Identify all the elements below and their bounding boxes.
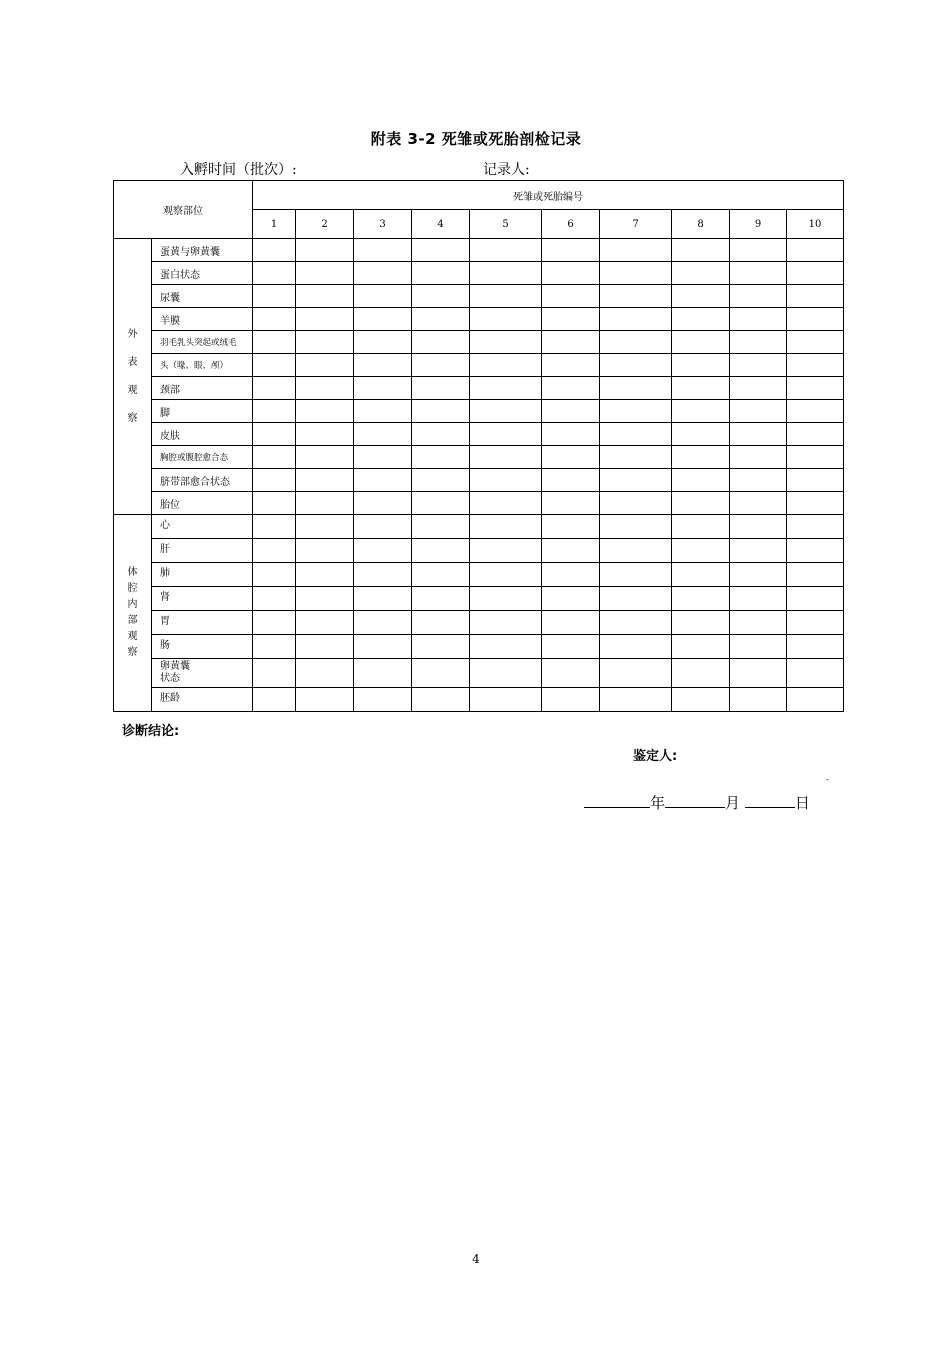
record-cell[interactable] — [412, 563, 470, 587]
table-row — [114, 308, 844, 331]
record-cell[interactable] — [412, 587, 470, 611]
observation-item-label: 头（喙、眼、颅） — [152, 354, 253, 377]
record-cell[interactable] — [730, 659, 787, 688]
record-cell[interactable] — [296, 285, 354, 308]
record-cell[interactable] — [672, 469, 730, 492]
observation-item-label: 心 — [152, 515, 253, 539]
record-cell[interactable] — [470, 400, 542, 423]
record-cell[interactable] — [296, 492, 354, 515]
record-cell[interactable] — [296, 635, 354, 659]
record-cell[interactable] — [542, 515, 600, 539]
record-cell[interactable] — [354, 354, 412, 377]
record-cell[interactable] — [672, 377, 730, 400]
record-cell[interactable] — [296, 446, 354, 469]
record-cell[interactable] — [354, 563, 412, 587]
record-cell[interactable] — [787, 469, 844, 492]
record-cell[interactable] — [296, 423, 354, 446]
record-cell[interactable] — [470, 539, 542, 563]
table-row — [114, 635, 844, 659]
record-cell[interactable] — [672, 285, 730, 308]
record-cell[interactable] — [354, 587, 412, 611]
record-cell[interactable] — [672, 354, 730, 377]
record-cell[interactable] — [470, 377, 542, 400]
table-row — [114, 423, 844, 446]
embryo-number-cell: 5 — [470, 210, 542, 239]
record-cell[interactable] — [787, 354, 844, 377]
record-cell[interactable] — [253, 635, 296, 659]
year-blank[interactable] — [584, 793, 650, 808]
record-cell[interactable] — [787, 400, 844, 423]
record-cell[interactable] — [296, 659, 354, 688]
record-cell[interactable] — [730, 469, 787, 492]
table-row — [114, 331, 844, 354]
record-cell[interactable] — [354, 423, 412, 446]
observation-item-label: 胃 — [152, 611, 253, 635]
record-cell[interactable] — [412, 239, 470, 262]
record-cell[interactable] — [787, 611, 844, 635]
record-cell[interactable] — [296, 331, 354, 354]
record-cell[interactable] — [672, 492, 730, 515]
table-row — [114, 611, 844, 635]
recorder-label: 记录人: — [483, 162, 530, 178]
record-cell[interactable] — [470, 515, 542, 539]
table-row — [114, 539, 844, 563]
table-row — [114, 492, 844, 515]
month-blank[interactable] — [665, 793, 725, 808]
record-cell[interactable] — [730, 611, 787, 635]
record-cell[interactable] — [354, 400, 412, 423]
record-cell[interactable] — [296, 563, 354, 587]
record-cell[interactable] — [600, 446, 672, 469]
page-title: 附表 3-2 死雏或死胎剖检记录 — [370, 130, 582, 148]
record-cell[interactable] — [253, 285, 296, 308]
record-cell[interactable] — [253, 611, 296, 635]
record-cell[interactable] — [354, 262, 412, 285]
embryo-number-cell: 6 — [542, 210, 600, 239]
record-cell[interactable] — [730, 262, 787, 285]
record-cell[interactable] — [672, 239, 730, 262]
record-cell[interactable] — [787, 285, 844, 308]
record-cell[interactable] — [253, 377, 296, 400]
record-cell[interactable] — [542, 688, 600, 712]
table-row — [114, 400, 844, 423]
observation-item-label: 羊膜 — [152, 308, 253, 331]
record-cell[interactable] — [542, 354, 600, 377]
record-cell[interactable] — [296, 539, 354, 563]
record-cell[interactable] — [730, 308, 787, 331]
record-cell[interactable] — [600, 659, 672, 688]
record-cell[interactable] — [412, 515, 470, 539]
record-cell[interactable] — [672, 587, 730, 611]
record-cell[interactable] — [253, 446, 296, 469]
record-cell[interactable] — [787, 659, 844, 688]
record-cell[interactable] — [787, 423, 844, 446]
observation-item-label: 胚龄 — [152, 688, 253, 712]
record-cell[interactable] — [672, 659, 730, 688]
record-cell[interactable] — [600, 331, 672, 354]
record-cell[interactable] — [354, 239, 412, 262]
record-cell[interactable] — [600, 469, 672, 492]
appraiser-label: 鉴定人: — [633, 749, 678, 764]
record-cell[interactable] — [470, 354, 542, 377]
record-cell[interactable] — [470, 587, 542, 611]
record-cell[interactable] — [470, 423, 542, 446]
record-cell[interactable] — [412, 492, 470, 515]
record-cell[interactable] — [600, 308, 672, 331]
record-cell[interactable] — [296, 354, 354, 377]
record-cell[interactable] — [470, 469, 542, 492]
embryo-number-cell: 10 — [787, 210, 844, 239]
record-cell[interactable] — [253, 423, 296, 446]
record-cell[interactable] — [412, 377, 470, 400]
record-cell[interactable] — [412, 611, 470, 635]
observation-item-label: 脚 — [152, 400, 253, 423]
record-cell[interactable] — [253, 659, 296, 688]
observation-item-label: 卵黄囊 状态 — [152, 659, 253, 688]
record-cell[interactable] — [672, 539, 730, 563]
record-cell[interactable] — [253, 563, 296, 587]
record-cell[interactable] — [354, 515, 412, 539]
record-cell[interactable] — [672, 423, 730, 446]
record-cell[interactable] — [470, 262, 542, 285]
record-cell[interactable] — [296, 688, 354, 712]
record-cell[interactable] — [296, 515, 354, 539]
record-cell[interactable] — [600, 285, 672, 308]
record-cell[interactable] — [470, 611, 542, 635]
record-cell[interactable] — [730, 239, 787, 262]
day-blank[interactable] — [745, 793, 795, 808]
record-cell[interactable] — [542, 563, 600, 587]
embryo-number-cell: 2 — [296, 210, 354, 239]
observation-item-label: 脐带部愈合状态 — [152, 469, 253, 492]
record-cell[interactable] — [730, 587, 787, 611]
record-cell[interactable] — [600, 354, 672, 377]
table-row — [114, 563, 844, 587]
record-cell[interactable] — [253, 400, 296, 423]
record-cell[interactable] — [253, 492, 296, 515]
record-cell[interactable] — [542, 446, 600, 469]
embryo-number-header: 死雏或死胎编号 — [253, 181, 844, 210]
embryo-number-cell: 4 — [412, 210, 470, 239]
observation-item-label: 肾 — [152, 587, 253, 611]
table-row — [114, 262, 844, 285]
record-cell[interactable] — [412, 400, 470, 423]
record-cell[interactable] — [412, 539, 470, 563]
record-cell[interactable] — [787, 539, 844, 563]
observation-item-label: 肝 — [152, 539, 253, 563]
record-cell[interactable] — [730, 492, 787, 515]
diagnosis-label: 诊断结论: — [122, 724, 180, 739]
record-cell[interactable] — [672, 262, 730, 285]
record-cell[interactable] — [253, 354, 296, 377]
record-cell[interactable] — [253, 469, 296, 492]
record-cell[interactable] — [787, 262, 844, 285]
record-cell[interactable] — [354, 446, 412, 469]
record-cell[interactable] — [253, 539, 296, 563]
record-cell[interactable] — [730, 688, 787, 712]
record-cell[interactable] — [542, 492, 600, 515]
record-cell[interactable] — [253, 688, 296, 712]
record-cell[interactable] — [672, 446, 730, 469]
table-row — [114, 659, 844, 688]
internal-observation-group: 体 腔 内 部 观 察 — [114, 515, 152, 712]
record-cell[interactable] — [470, 446, 542, 469]
record-cell[interactable] — [296, 239, 354, 262]
record-cell[interactable] — [470, 492, 542, 515]
record-cell[interactable] — [542, 308, 600, 331]
day-label: 日 — [794, 794, 810, 812]
table-row — [114, 587, 844, 611]
header-row-group — [114, 181, 844, 210]
record-cell[interactable] — [542, 635, 600, 659]
table-row — [114, 469, 844, 492]
record-cell[interactable] — [542, 423, 600, 446]
record-cell[interactable] — [470, 285, 542, 308]
observation-item-label: 皮肤 — [152, 423, 253, 446]
autopsy-record-table — [113, 180, 844, 712]
record-cell[interactable] — [600, 400, 672, 423]
record-cell[interactable] — [354, 492, 412, 515]
record-cell[interactable] — [730, 285, 787, 308]
record-cell[interactable] — [412, 331, 470, 354]
record-cell[interactable] — [600, 635, 672, 659]
record-cell[interactable] — [253, 262, 296, 285]
record-cell[interactable] — [412, 354, 470, 377]
record-cell[interactable] — [787, 587, 844, 611]
record-cell[interactable] — [787, 239, 844, 262]
record-cell[interactable] — [354, 688, 412, 712]
record-cell[interactable] — [470, 659, 542, 688]
month-label: 月 — [725, 794, 741, 812]
record-cell[interactable] — [730, 423, 787, 446]
record-cell[interactable] — [600, 262, 672, 285]
record-cell[interactable] — [542, 331, 600, 354]
record-cell[interactable] — [296, 400, 354, 423]
record-cell[interactable] — [600, 239, 672, 262]
record-cell[interactable] — [296, 377, 354, 400]
table-row — [114, 446, 844, 469]
record-cell[interactable] — [470, 239, 542, 262]
observation-item-label: 胸腔或腹腔愈合态 — [152, 446, 253, 469]
record-cell[interactable] — [600, 688, 672, 712]
record-cell[interactable] — [354, 539, 412, 563]
record-cell[interactable] — [600, 563, 672, 587]
embryo-number-cell: 3 — [354, 210, 412, 239]
record-cell[interactable] — [672, 308, 730, 331]
record-cell[interactable] — [672, 563, 730, 587]
record-cell[interactable] — [730, 377, 787, 400]
record-cell[interactable] — [600, 539, 672, 563]
record-cell[interactable] — [253, 587, 296, 611]
record-cell[interactable] — [354, 659, 412, 688]
record-cell[interactable] — [672, 611, 730, 635]
record-cell[interactable] — [253, 515, 296, 539]
observation-item-label: 蛋黄与卵黄囊 — [152, 239, 253, 262]
record-cell[interactable] — [600, 611, 672, 635]
page-number: 4 — [472, 1252, 480, 1266]
record-cell[interactable] — [730, 563, 787, 587]
record-cell[interactable] — [412, 659, 470, 688]
record-cell[interactable] — [672, 400, 730, 423]
record-cell[interactable] — [787, 515, 844, 539]
observation-item-label: 肺 — [152, 563, 253, 587]
record-cell[interactable] — [600, 423, 672, 446]
record-cell[interactable] — [730, 354, 787, 377]
record-cell[interactable] — [542, 400, 600, 423]
embryo-number-cell: 7 — [600, 210, 672, 239]
record-cell[interactable] — [354, 469, 412, 492]
record-cell[interactable] — [253, 331, 296, 354]
record-cell[interactable] — [672, 635, 730, 659]
record-cell[interactable] — [542, 611, 600, 635]
observation-item-label: 蛋白状态 — [152, 262, 253, 285]
embryo-number-cell: 8 — [672, 210, 730, 239]
record-cell[interactable] — [787, 688, 844, 712]
record-cell[interactable] — [600, 515, 672, 539]
record-cell[interactable] — [253, 308, 296, 331]
record-cell[interactable] — [470, 688, 542, 712]
record-cell[interactable] — [296, 611, 354, 635]
record-cell[interactable] — [787, 308, 844, 331]
hatch-time-label: 入孵时间（批次）: — [180, 162, 297, 178]
record-cell[interactable] — [787, 331, 844, 354]
observation-item-label: 颈部 — [152, 377, 253, 400]
record-cell[interactable] — [787, 492, 844, 515]
record-cell[interactable] — [354, 377, 412, 400]
stray-mark: - — [826, 775, 829, 784]
table-row — [114, 377, 844, 400]
table-row — [114, 285, 844, 308]
record-cell[interactable] — [354, 331, 412, 354]
date-line — [584, 792, 810, 813]
external-observation-group: 外 表 观 察 — [114, 239, 152, 515]
record-cell[interactable] — [542, 659, 600, 688]
record-cell[interactable] — [296, 308, 354, 331]
record-cell[interactable] — [730, 515, 787, 539]
record-cell[interactable] — [412, 285, 470, 308]
table-row — [114, 354, 844, 377]
record-cell[interactable] — [354, 635, 412, 659]
observation-item-label: 羽毛乳头突起或绒毛 — [152, 331, 253, 354]
record-cell[interactable] — [412, 635, 470, 659]
record-cell[interactable] — [542, 262, 600, 285]
observation-item-label: 胎位 — [152, 492, 253, 515]
record-cell[interactable] — [296, 469, 354, 492]
record-cell[interactable] — [787, 635, 844, 659]
record-cell[interactable] — [412, 308, 470, 331]
record-cell[interactable] — [354, 285, 412, 308]
record-cell[interactable] — [730, 331, 787, 354]
record-cell[interactable] — [354, 308, 412, 331]
table-row — [114, 688, 844, 712]
record-cell[interactable] — [470, 308, 542, 331]
record-cell[interactable] — [600, 587, 672, 611]
record-cell[interactable] — [412, 688, 470, 712]
observation-item-label: 肠 — [152, 635, 253, 659]
observation-item-label: 尿囊 — [152, 285, 253, 308]
record-cell[interactable] — [470, 563, 542, 587]
observe-part-header: 观察部位 — [114, 181, 253, 239]
record-cell[interactable] — [542, 239, 600, 262]
record-cell[interactable] — [542, 587, 600, 611]
record-cell[interactable] — [253, 239, 296, 262]
record-cell[interactable] — [730, 400, 787, 423]
record-cell[interactable] — [787, 563, 844, 587]
record-cell[interactable] — [730, 446, 787, 469]
record-cell[interactable] — [470, 635, 542, 659]
record-cell[interactable] — [787, 446, 844, 469]
record-cell[interactable] — [354, 611, 412, 635]
embryo-number-cell: 1 — [253, 210, 296, 239]
record-cell[interactable] — [730, 539, 787, 563]
record-cell[interactable] — [787, 377, 844, 400]
record-cell[interactable] — [296, 587, 354, 611]
record-cell[interactable] — [542, 285, 600, 308]
record-cell[interactable] — [730, 635, 787, 659]
table-row — [114, 515, 844, 539]
record-cell[interactable] — [600, 377, 672, 400]
year-label: 年 — [650, 794, 666, 812]
record-cell[interactable] — [412, 446, 470, 469]
record-cell[interactable] — [672, 515, 730, 539]
record-cell[interactable] — [296, 262, 354, 285]
record-cell[interactable] — [542, 377, 600, 400]
record-cell[interactable] — [542, 539, 600, 563]
table-row — [114, 239, 844, 262]
record-cell[interactable] — [470, 331, 542, 354]
record-cell[interactable] — [542, 469, 600, 492]
record-cell[interactable] — [412, 469, 470, 492]
record-cell[interactable] — [600, 492, 672, 515]
record-cell[interactable] — [672, 331, 730, 354]
record-cell[interactable] — [672, 688, 730, 712]
embryo-number-cell: 9 — [730, 210, 787, 239]
record-cell[interactable] — [412, 423, 470, 446]
record-cell[interactable] — [412, 262, 470, 285]
